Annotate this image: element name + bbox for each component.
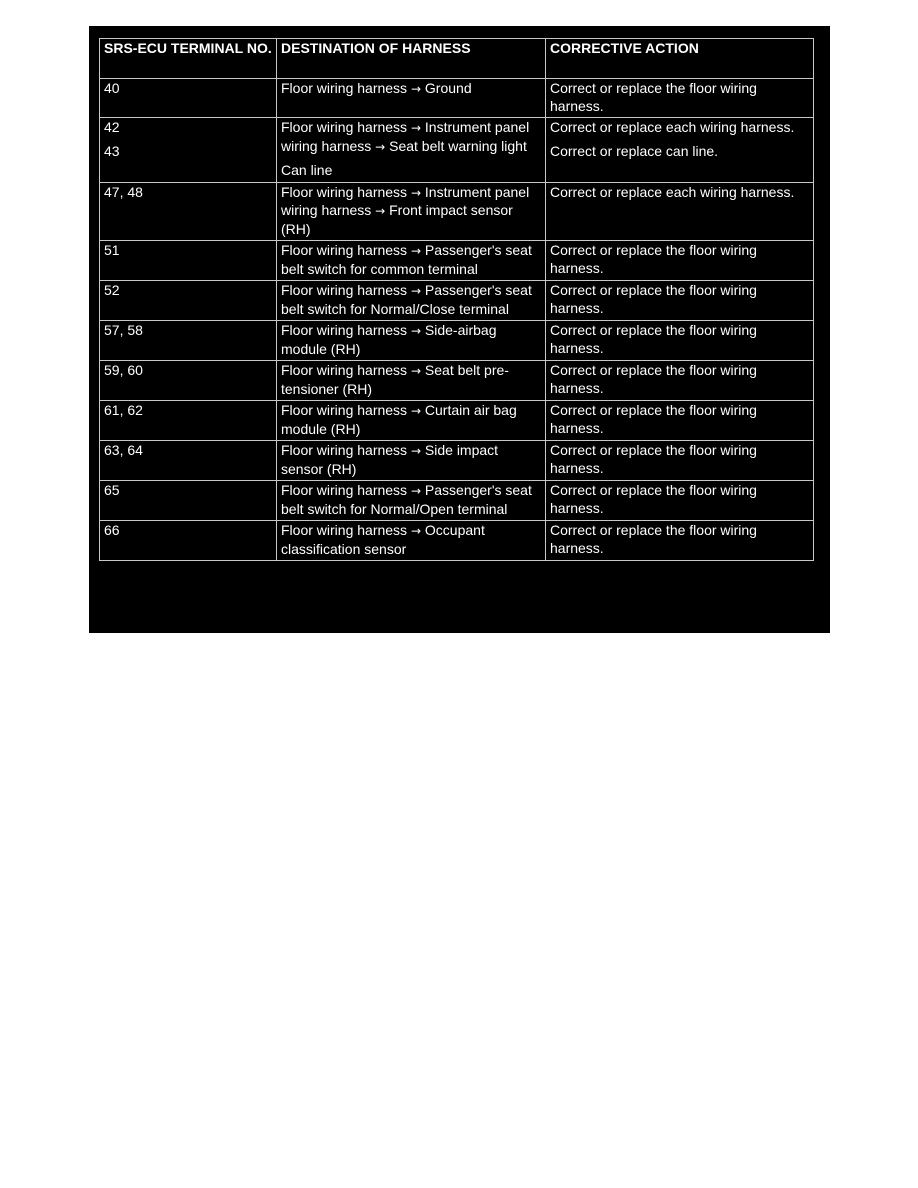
action-cell: Correct or replace each wiring harness.	[546, 182, 814, 241]
destination-cell: Floor wiring harness → Occupant classification sensor	[277, 521, 546, 561]
srs-ecu-terminal-table	[99, 38, 814, 561]
destination-cell: Floor wiring harness → Passenger's seat belt switch for Normal/Close terminal	[277, 281, 546, 321]
action-cell-entry: Correct or replace can line.	[550, 142, 719, 159]
terminal-cell: 59, 60	[100, 361, 277, 401]
arrow-icon: →	[410, 244, 422, 258]
arrow-icon: →	[410, 484, 422, 498]
table-body	[100, 79, 814, 561]
terminal-cell-entry: 43	[104, 142, 120, 159]
action-cell: Correct or replace the floor wiring harness.	[546, 321, 814, 361]
table-row	[100, 281, 814, 321]
action-cell: Correct or replace the floor wiring harness.	[546, 481, 814, 521]
arrow-icon: →	[410, 524, 422, 538]
action-cell	[546, 118, 814, 183]
action-cell: Correct or replace the floor wiring harness.	[546, 241, 814, 281]
arrow-icon: →	[410, 364, 422, 378]
arrow-icon: →	[410, 404, 422, 418]
terminal-cell: 52	[100, 281, 277, 321]
arrow-icon: →	[410, 284, 422, 298]
destination-cell-entry: Floor wiring harness → Instrument panel wiring harness → Seat belt warning light	[281, 119, 530, 154]
action-cell: Correct or replace the floor wiring harness.	[546, 441, 814, 481]
action-cell: Correct or replace the floor wiring harness.	[546, 281, 814, 321]
header-destination: DESTINATION OF HARNESS	[277, 39, 546, 79]
terminal-cell	[100, 118, 277, 183]
table-row	[100, 118, 814, 183]
terminal-cell: 65	[100, 481, 277, 521]
table-panel	[89, 26, 830, 633]
terminal-cell: 61, 62	[100, 401, 277, 441]
destination-cell: Floor wiring harness → Seat belt pre-tensioner (RH)	[277, 361, 546, 401]
header-terminal-no: SRS-ECU TERMINAL NO.	[100, 39, 277, 79]
destination-cell: Floor wiring harness → Ground	[277, 79, 546, 118]
arrow-icon: →	[410, 185, 422, 200]
table-row	[100, 182, 814, 241]
table-row	[100, 521, 814, 561]
destination-cell-entry: Can line	[281, 162, 333, 178]
terminal-cell: 47, 48	[100, 182, 277, 241]
header-corrective-action: CORRECTIVE ACTION	[546, 39, 814, 79]
action-cell: Correct or replace the floor wiring harness.	[546, 401, 814, 441]
arrow-icon: →	[410, 82, 422, 96]
destination-cell: Floor wiring harness → Curtain air bag module (RH)	[277, 401, 546, 441]
action-cell: Correct or replace the floor wiring harness.	[546, 521, 814, 561]
action-cell: Correct or replace the floor wiring harness.	[546, 79, 814, 118]
arrow-icon: →	[410, 324, 422, 338]
destination-cell: Floor wiring harness → Passenger's seat belt switch for common terminal	[277, 241, 546, 281]
action-cell: Correct or replace the floor wiring harness.	[546, 361, 814, 401]
arrow-icon: →	[410, 444, 422, 458]
destination-cell: Floor wiring harness → Side-airbag module (RH)	[277, 321, 546, 361]
arrow-icon: →	[375, 204, 386, 218]
table-header-row	[100, 39, 814, 79]
table-row	[100, 241, 814, 281]
destination-cell: Floor wiring harness → Passenger's seat belt switch for Normal/Open terminal	[277, 481, 546, 521]
arrow-icon: →	[410, 121, 422, 135]
table-row	[100, 441, 814, 481]
terminal-cell: 66	[100, 521, 277, 561]
arrow-icon: →	[375, 139, 386, 154]
table-row	[100, 481, 814, 521]
destination-cell: Floor wiring harness → Side impact sensor (RH)	[277, 441, 546, 481]
table-row	[100, 401, 814, 441]
action-cell-entry: Correct or replace each wiring harness.	[550, 119, 795, 135]
table-row	[100, 321, 814, 361]
terminal-cell: 63, 64	[100, 441, 277, 481]
destination-cell	[277, 118, 546, 183]
terminal-cell-entry: 42	[104, 119, 120, 135]
terminal-cell: 51	[100, 241, 277, 281]
terminal-cell: 40	[100, 79, 277, 118]
destination-cell: Floor wiring harness → Instrument panel wiring harness → Front impact sensor (RH)	[277, 182, 546, 241]
table-row	[100, 361, 814, 401]
terminal-cell: 57, 58	[100, 321, 277, 361]
table-row	[100, 79, 814, 118]
